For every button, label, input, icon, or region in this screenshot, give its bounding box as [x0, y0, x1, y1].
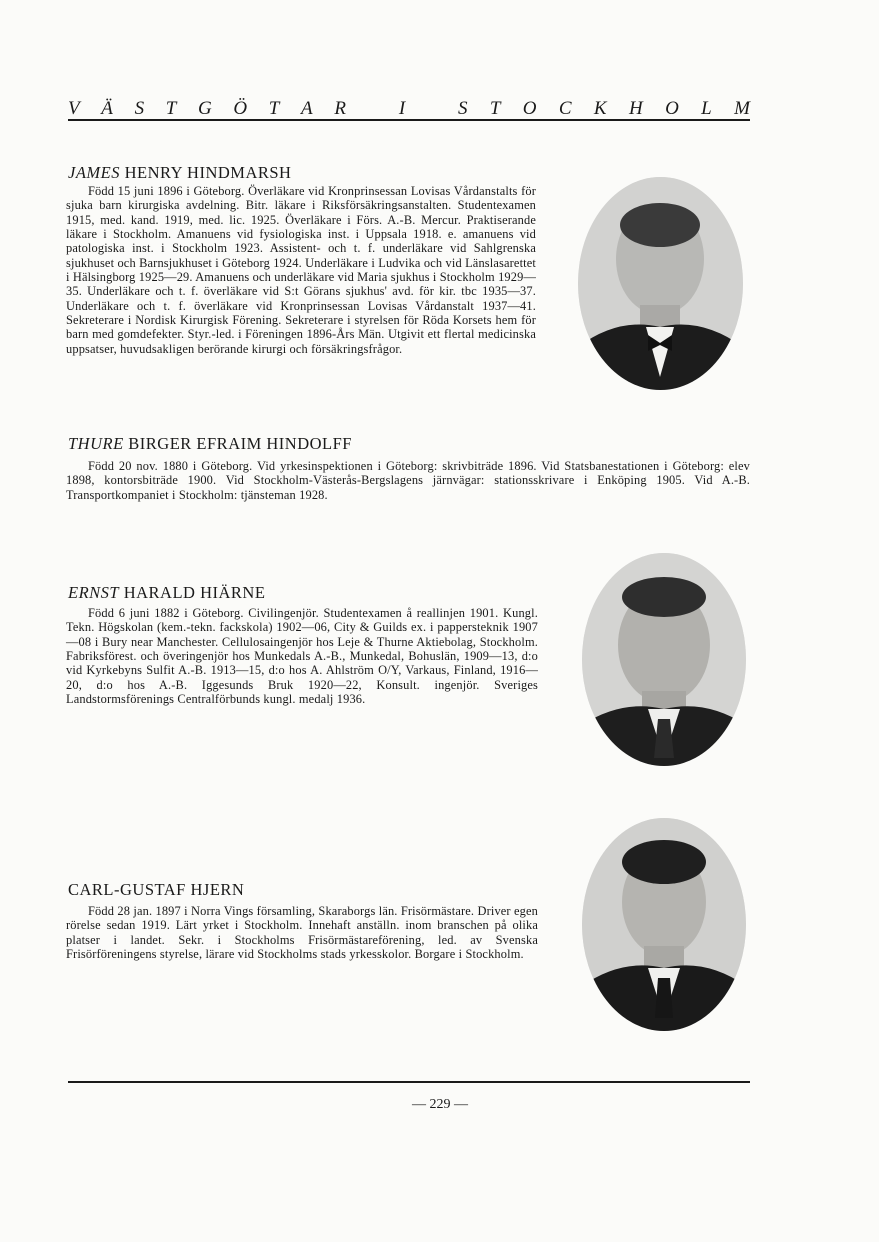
- portrait-image: [582, 818, 746, 1031]
- page-number: — 229 —: [412, 1097, 468, 1112]
- portrait-photo: [582, 818, 746, 1031]
- header-letter: H: [628, 98, 643, 119]
- biography-paragraph: Född 6 juni 1882 i Göteborg. Civilingenjör. Studentexamen å reallinjen 1901. Kungl. Tekn. Högskolan (kem.-tekn. fackskola) 1902—06, City & Guilds ex. i pappersteknik 1907—08 i Bury near Manchester. Cellulosaingenjör hos Leje & Thurne Aktiebolag, Stockholm. Fabriksförest. och överingenjör hos Munkedals A.-B., Munkedal, Bohuslän, 1909—13, d:o vid Kyrkebyns Sulfit A.-B. 1913—15, d:o hos A. Ahlström O/Y, Varkaus, Finland, 1916—20, d:o hos A.-B. Iggesunds Bruk 1920—22, Konsult. ingenjör. Sveriges Landstormsförenings Centralförbunds kungl. medalj 1936.: [66, 606, 538, 707]
- header-letter: O: [522, 98, 537, 119]
- biography-paragraph: Född 15 juni 1896 i Göteborg. Överläkare vid Kronprinsessan Lovisas Vårdanstalts för sjuka barn kirurgiska avdelning. Bitr. läkare i Riksförsäkringsanstalten. Studentexamen 1915, med. kand. 1919, med. lic. 1925. Överläkare i Förs. A.-B. Mercur. Praktiserande läkare i Stockholm. Amanuens vid fysiologiska inst. i Uppsala 1918. e. amanuens vid patologiska inst. i Stockholm 1923. Assistent- och t. f. underläkare vid Sahlgrenska sjukhuset och Barnsjukhuset i Göteborg 1924. Underläkare i Ludvika och vid Länslasarettet i Hälsingborg 1925—29. Amanuens och underläkare vid Maria sjukhus i Stockholm 1929—35. Underläkare och t. f. överläkare vid S:t Görans sjukhus' avd. för kir. tbc 1935—37. Underläkare och t. f. överläkare vid Kronprinsessan Lovisas Vårdanstalt 1937—41. Sekreterare i Nordisk Kirurgisk Förening. Sekreterare i styrelsen för Röda Korsets hem för barn med gomdefekter. Styr.-led. i Föreningen 1896-Års Män. Utgivit ett flertal medicinska uppsatser, huvudsakligen berörande kirurgi och försäkringsfrågor.: [66, 184, 536, 356]
- portrait-photo: [582, 553, 746, 766]
- biography-paragraph: Född 20 nov. 1880 i Göteborg. Vid yrkesinspektionen i Göteborg: skrivbiträde 1896. Vid Statsbanestationen i Göteborg: elev 1898, kontorsbiträde 1900. Vid Stockholm-Västerås-Bergslagens järnvägar: stationsskrivare i Enköping 1905. Vid A.-B. Transportkompaniet i Stockholm: tjänsteman 1928.: [66, 459, 750, 502]
- header-letter: C: [558, 98, 572, 119]
- entry-biography: [66, 606, 538, 706]
- header-letter: T: [268, 98, 280, 119]
- header-letter: G: [197, 98, 212, 119]
- entry-rest-name: HARALD HIÄRNE: [119, 583, 266, 602]
- header-letter: V: [68, 98, 80, 119]
- header-letter: K: [593, 98, 607, 119]
- header-letter: Ä: [101, 98, 113, 119]
- entry-biography: [66, 459, 750, 502]
- header-letter: T: [165, 98, 177, 119]
- entry-first-name: JAMES: [68, 163, 120, 182]
- header-letter: S: [457, 98, 468, 119]
- entry-first-name: ERNST: [68, 583, 120, 602]
- entry-first-name: THURE: [68, 434, 124, 453]
- portrait-image: [578, 177, 743, 390]
- header-letter: I: [398, 98, 406, 119]
- entry-name: [68, 880, 244, 900]
- biography-paragraph: Född 28 jan. 1897 i Norra Vings församling, Skaraborgs län. Frisörmästare. Driver egen rörelse sedan 1919. Lärt yrket i Stockholm. Innehaft anställn. inom branschen på olika platser i landet. Sekr. i Stockholms Frisörmästareförening, led. av Svenska Frisörföreningens styrelse, lärare vid Stockholms stads yrkesskolor. Borgare i Stockholm.: [66, 904, 538, 962]
- portrait-photo: [578, 177, 743, 390]
- header-letter: M: [734, 98, 750, 119]
- entry-name: [68, 583, 265, 603]
- header-rule: [68, 119, 750, 121]
- entry-name: [68, 434, 352, 454]
- entry-name: [68, 163, 291, 183]
- entry-biography: [66, 184, 536, 356]
- header-word-stockholm: [458, 98, 750, 120]
- entry-rest-name: CARL-GUSTAF HJERN: [68, 880, 245, 899]
- header-letter: L: [701, 98, 712, 119]
- portrait-image: [582, 553, 746, 766]
- entry-rest-name: HENRY HINDMARSH: [119, 163, 292, 182]
- header-letter: Ö: [233, 98, 248, 119]
- header-letter: T: [489, 98, 501, 119]
- header-letter: A: [301, 98, 313, 119]
- header-letter: R: [334, 98, 346, 119]
- header-letter: O: [665, 98, 679, 119]
- footer-rule: [68, 1081, 750, 1083]
- header-letter: S: [134, 98, 145, 119]
- header-word-i: [399, 98, 405, 120]
- entry-rest-name: BIRGER EFRAIM HINDOLFF: [123, 434, 352, 453]
- header-word-vastgotar: [68, 98, 346, 120]
- entry-biography: [66, 904, 538, 961]
- running-header: [68, 92, 750, 120]
